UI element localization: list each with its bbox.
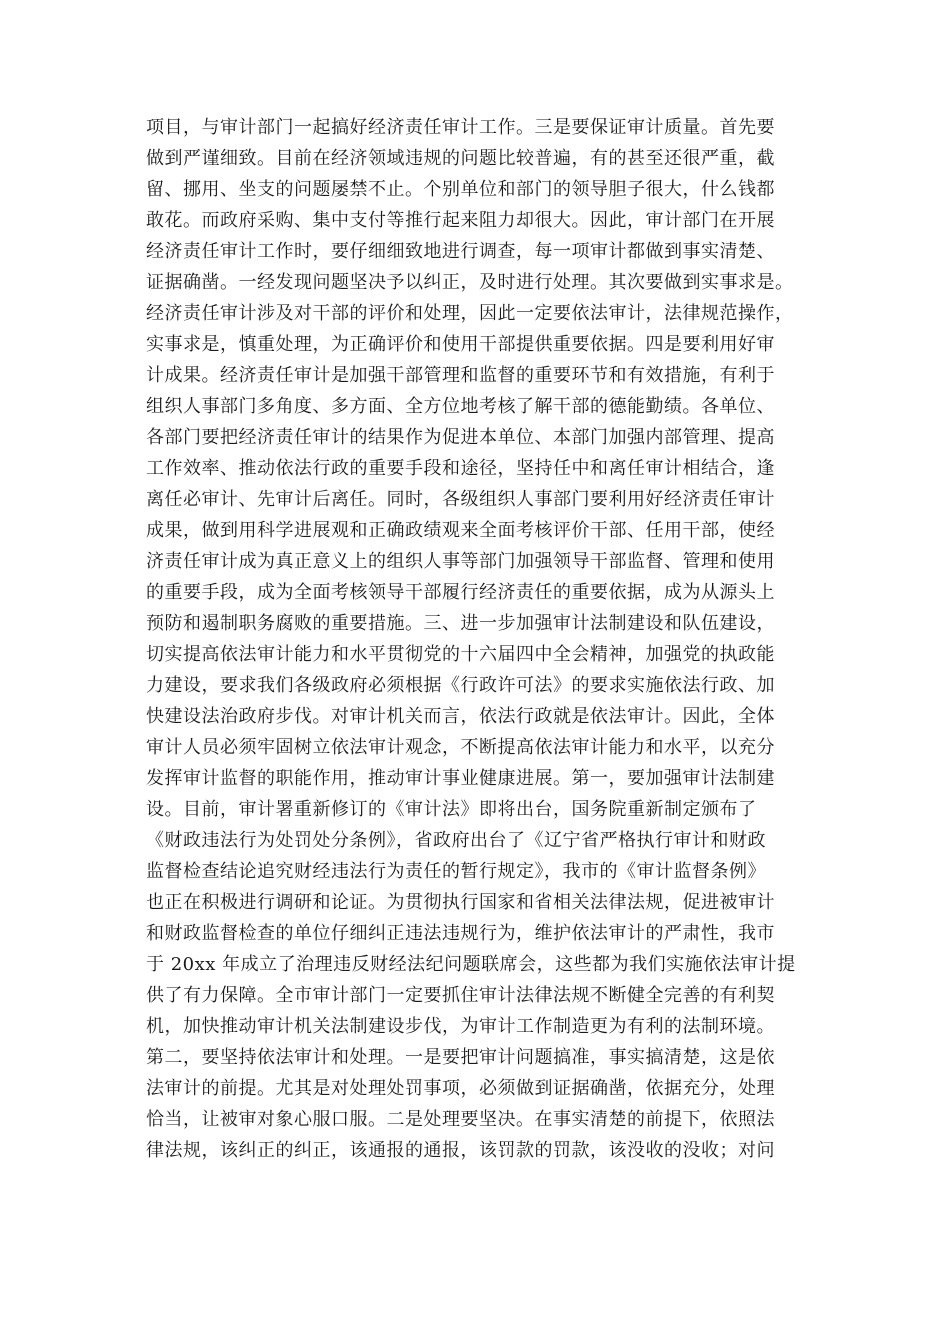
text-line: 机，加快推动审计机关法制建设步伐，为审计工作制造更为有利的法制环境。	[146, 1016, 775, 1037]
text-line: 供了有力保障。全市审计部门一定要抓住审计法律法规不断健全完善的有利契	[146, 985, 775, 1006]
text-line: 证据确凿。一经发现问题坚决予以纠正，及时进行处理。其次要做到实事求是。	[146, 272, 794, 293]
text-line: 计成果。经济责任审计是加强干部管理和监督的重要环节和有效措施，有利于	[146, 365, 775, 386]
text-line: 成果，做到用科学进展观和正确政绩观来全面考核评价干部、任用干部，使经	[146, 520, 775, 541]
text-line: 法审计的前提。尤其是对处理处罚事项，必须做到证据确凿，依据充分，处理	[146, 1078, 775, 1099]
text-line: 组织人事部门多角度、多方面、全方位地考核了解干部的德能勤绩。各单位、	[146, 396, 775, 417]
text-line: 济责任审计成为真正意义上的组织人事等部门加强领导干部监督、管理和使用	[146, 551, 775, 572]
text-line: 经济责任审计工作时，要仔细细致地进行调查，每一项审计都做到事实清楚、	[146, 241, 775, 262]
text-line: 项目，与审计部门一起搞好经济责任审计工作。三是要保证审计质量。首先要	[146, 117, 775, 138]
text-line: 做到严谨细致。目前在经济领域违规的问题比较普遍，有的甚至还很严重，截	[146, 148, 775, 169]
text-line: 敢花。而政府采购、集中支付等推行起来阻力却很大。因此，审计部门在开展	[146, 210, 775, 231]
text-line: 的重要手段，成为全面考核领导干部履行经济责任的重要依据，成为从源头上	[146, 582, 775, 603]
text-line: 监督检查结论追究财经违法行为责任的暂行规定》，我市的《审计监督条例》	[146, 861, 766, 882]
text-line: 恰当，让被审对象心服口服。二是处理要坚决。在事实清楚的前提下，依照法	[146, 1109, 775, 1130]
text-line: 和财政监督检查的单位仔细纠正违法违规行为，维护依法审计的严肃性，我市	[146, 923, 775, 944]
text-line: 经济责任审计涉及对干部的评价和处理，因此一定要依法审计，法律规范操作，	[146, 303, 794, 324]
text-line: 预防和遏制职务腐败的重要措施。三、进一步加强审计法制建设和队伍建设，	[146, 613, 775, 634]
text-line: 第二，要坚持依法审计和处理。一是要把审计问题搞准，事实搞清楚，这是依	[146, 1047, 775, 1068]
text-line: 设。目前，审计署重新修订的《审计法》即将出台，国务院重新制定颁布了	[146, 799, 757, 820]
body-text	[146, 112, 816, 1166]
text-line: 工作效率、推动依法行政的重要手段和途径，坚持任中和离任审计相结合，逢	[146, 458, 775, 479]
text-line: 力建设，要求我们各级政府必须根据《行政许可法》的要求实施依法行政、加	[146, 675, 775, 696]
text-line: 发挥审计监督的职能作用，推动审计事业健康进展。第一，要加强审计法制建	[146, 768, 775, 789]
text-line: 实事求是，慎重处理，为正确评价和使用干部提供重要依据。四是要利用好审	[146, 334, 775, 355]
text-line: 也正在积极进行调研和论证。为贯彻执行国家和省相关法律法规，促进被审计	[146, 892, 775, 913]
text-line: 审计人员必须牢固树立依法审计观念，不断提高依法审计能力和水平，以充分	[146, 737, 775, 758]
text-line: 快建设法治政府步伐。对审计机关而言，依法行政就是依法审计。因此，全体	[146, 706, 775, 727]
text-line: 于 20xx 年成立了治理违反财经法纪问题联席会，这些都为我们实施依法审计提	[146, 954, 796, 975]
text-line: 留、挪用、坐支的问题屡禁不止。个别单位和部门的领导胆子很大，什么钱都	[146, 179, 775, 200]
text-line: 离任必审计、先审计后离任。同时，各级组织人事部门要利用好经济责任审计	[146, 489, 775, 510]
text-line: 切实提高依法审计能力和水平贯彻党的十六届四中全会精神，加强党的执政能	[146, 644, 775, 665]
text-line: 律法规，该纠正的纠正，该通报的通报，该罚款的罚款，该没收的没收；对问	[146, 1140, 775, 1161]
text-line: 各部门要把经济责任审计的结果作为促进本单位、本部门加强内部管理、提高	[146, 427, 775, 448]
text-line: 《财政违法行为处罚处分条例》，省政府出台了《辽宁省严格执行审计和财政	[146, 830, 766, 851]
